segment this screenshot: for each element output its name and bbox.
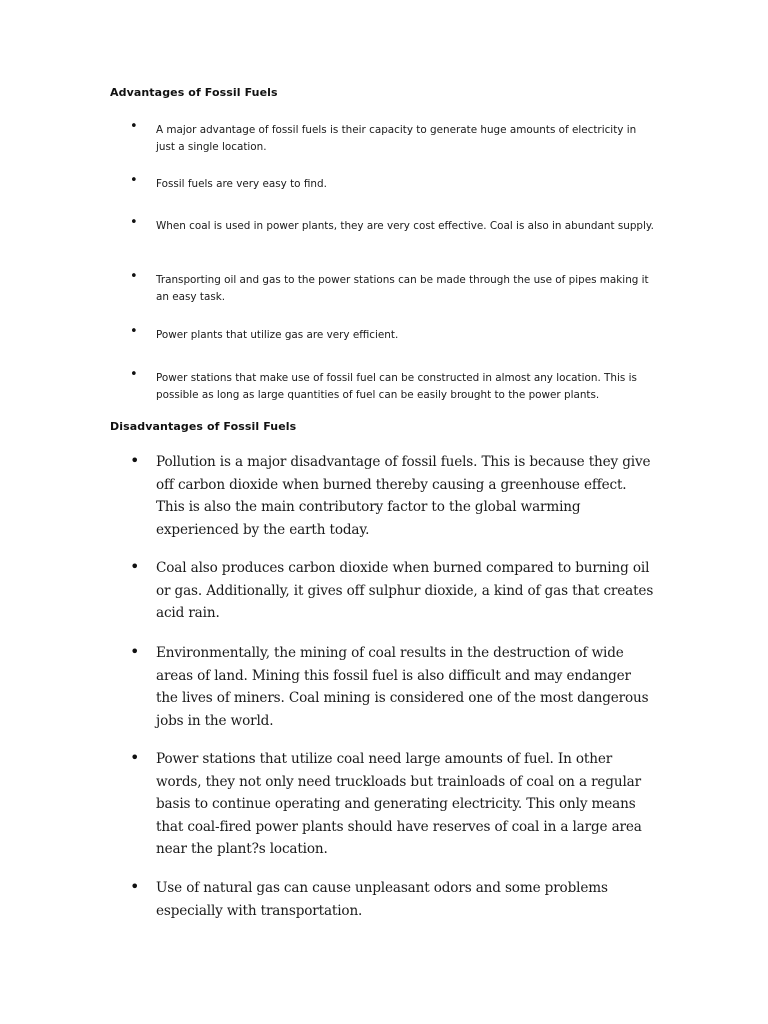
bullet-icon: •	[130, 367, 138, 382]
bullet-icon: •	[130, 173, 138, 188]
bullet-icon: •	[130, 269, 138, 284]
disadvantages-list-item	[130, 557, 656, 625]
disadvantage-text: Coal also produces carbon dioxide when burned compared to burning oil or gas. Additionally, it gives off sulphur dioxide, a kind of gas that creates acid rain.	[156, 560, 654, 621]
disadvantages-list-item	[130, 748, 656, 861]
bullet-icon: •	[130, 642, 140, 661]
bullet-icon: •	[130, 557, 140, 576]
bullet-icon: •	[130, 877, 140, 896]
advantage-text: When coal is used in power plants, they are very cost effective. Coal is also in abundant supply.	[156, 220, 654, 232]
disadvantage-text: Use of natural gas can cause unpleasant odors and some problems especially with transportation.	[156, 880, 608, 919]
disadvantage-text: Environmentally, the mining of coal results in the destruction of wide areas of land. Mining this fossil fuel is also difficult and may endanger the lives of miners. Coal mining is considered one of the most dangerous jobs in the world.	[156, 645, 649, 729]
advantages-list-item	[130, 367, 656, 404]
advantages-heading: Advantages of Fossil Fuels	[110, 86, 278, 99]
disadvantages-list-item	[130, 451, 656, 541]
advantage-text: Power stations that make use of fossil fuel can be constructed in almost any location. This is possible as long as large quantities of fuel can be easily brought to the power plants.	[156, 372, 637, 401]
disadvantages-list-item	[130, 642, 656, 732]
disadvantages-heading: Disadvantages of Fossil Fuels	[110, 420, 297, 433]
disadvantage-text: Power stations that utilize coal need large amounts of fuel. In other words, they not only need truckloads but trainloads of coal on a regular basis to continue operating and generating electricity. This only means that coal-fired power plants should have reserves of coal in a large area near the plant?s location.	[156, 751, 642, 857]
bullet-icon: •	[130, 324, 138, 339]
disadvantages-list-item	[130, 877, 656, 922]
advantages-list-item	[130, 173, 656, 193]
advantage-text: Fossil fuels are very easy to find.	[156, 178, 327, 190]
bullet-icon: •	[130, 215, 138, 230]
advantage-text: Power plants that utilize gas are very efficient.	[156, 329, 399, 341]
advantages-list-item	[130, 269, 656, 306]
bullet-icon: •	[130, 748, 140, 767]
advantages-list-item	[130, 215, 656, 235]
advantage-text: A major advantage of fossil fuels is their capacity to generate huge amounts of electricity in just a single location.	[156, 124, 637, 153]
bullet-icon: •	[130, 119, 138, 134]
advantages-list-item	[130, 324, 656, 344]
advantages-list-item	[130, 119, 656, 156]
disadvantage-text: Pollution is a major disadvantage of fossil fuels. This is because they give off carbon dioxide when burned thereby causing a greenhouse effect. This is also the main contributory factor to the global warming experienced by the earth today.	[156, 454, 651, 538]
advantage-text: Transporting oil and gas to the power stations can be made through the use of pipes making it an easy task.	[156, 274, 649, 303]
bullet-icon: •	[130, 451, 140, 470]
